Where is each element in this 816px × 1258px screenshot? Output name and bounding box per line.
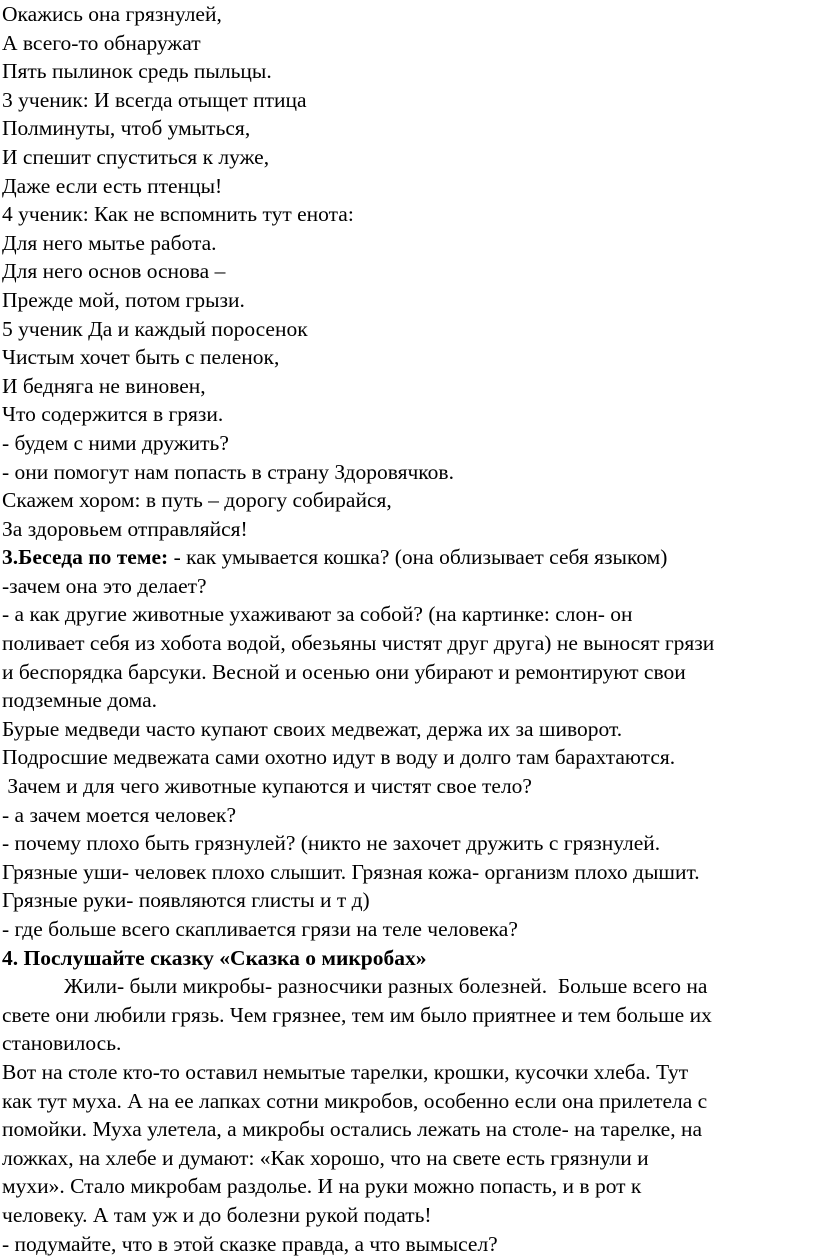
section-3-line: подземные дома. [2,688,158,713]
poem-block [2,0,814,543]
poem-line: Для него основ основа – [2,259,226,284]
poem-line: 4 ученик: Как не вспомнить тут енота: [2,202,354,227]
section-3-line: Бурые медведи часто купают своих медвежат, держа их за шиворот. [2,716,623,741]
section-3-line: - а зачем моется человек? [2,802,236,827]
poem-line: Окажись она грязнулей, [2,2,222,26]
poem-line: 5 ученик Да и каждый поросенок [2,316,308,341]
poem-line: Скажем хором: в путь – дорогу собирайся, [2,488,392,513]
poem-line: И бедняга не виновен, [2,373,206,398]
poem-line: - будем с ними дружить? [2,430,229,455]
section-3-line: - почему плохо быть грязнулей? (никто не захочет дружить с грязнулей. [2,831,661,856]
poem-line: Прежде мой, потом грызи. [2,287,245,312]
story-line: как тут муха. А на ее лапках сотни микробов, особенно если она прилетела с [2,1088,708,1113]
story-line: Вот на столе кто-то оставил немытые тарелки, крошки, кусочки хлеба. Тут [2,1059,689,1084]
section-3-line: Зачем и для чего животные купаются и чистят свое тело? [2,774,532,799]
section-3-line: - где больше всего скапливается грязи на теле человека? [2,917,518,941]
section-4-heading: 4. Послушайте сказку «Сказка о микробах» [2,945,427,970]
story-line: свете они любили грязь. Чем грязнее, тем им было приятнее и тем больше их [2,1002,712,1027]
section-4 [2,944,814,1258]
section-3-line: - а как другие животные ухаживают за собой? (на картинке: слон- он [2,602,633,627]
poem-line: - они помогут нам попасть в страну Здоровячков. [2,459,454,484]
section-3-line: и беспорядка барсуки. Весной и осенью они убирают и ремонтируют свои [2,659,686,684]
poem-line: Полминуты, чтоб умыться, [2,116,251,141]
section-3-heading: 3.Беседа по теме: [2,545,169,570]
poem-line: И спешит спуститься к луже, [2,144,270,169]
section-3-line: поливает себя из хобота водой, обезьяны чистят друг друга) не выносят грязи [2,631,715,656]
section-3-question: - как умывается кошка? (она облизывает себя языком) [168,545,668,570]
section-3-line: Грязные руки- появляются глисты и т д) [2,888,370,913]
story-line: ложках, на хлебе и думают: «Как хорошо, что на свете есть грязнули и [2,1145,649,1170]
document-page [2,0,814,1258]
story-line: Жили- были микробы- разносчики разных болезней. Больше всего на [64,974,708,999]
poem-line: Даже если есть птенцы! [2,173,223,198]
poem-line: Что содержится в грязи. [2,402,224,427]
story-line: человеку. А там уж и до болезни рукой подать! [2,1202,432,1227]
poem-line: За здоровьем отправляйся! [2,516,248,541]
section-3 [2,543,814,943]
poem-line: А всего-то обнаружат [2,30,201,55]
section-3-line: Грязные уши- человек плохо слышит. Грязная кожа- организм плохо дышит. [2,859,700,884]
poem-line: Чистым хочет быть с пеленок, [2,345,280,370]
story-line: мухи». Стало микробам раздолье. И на руки можно попасть, и в рот к [2,1174,642,1199]
section-3-first-line [2,543,814,572]
story-line: помойки. Муха улетела, а микробы остались лежать на столе- на тарелке, на [2,1117,703,1142]
story-line: становилось. [2,1031,122,1056]
poem-line: Для него мытье работа. [2,230,217,255]
poem-line: Пять пылинок средь пыльцы. [2,59,272,84]
story-line: - подумайте, что в этой сказке правда, а что вымысел? [2,1231,498,1256]
poem-line: 3 ученик: И всегда отыщет птица [2,87,307,112]
section-3-line: -зачем она это делает? [2,573,207,598]
section-3-line: Подросшие медвежата сами охотно идут в воду и долго там барахтаются. [2,745,676,770]
